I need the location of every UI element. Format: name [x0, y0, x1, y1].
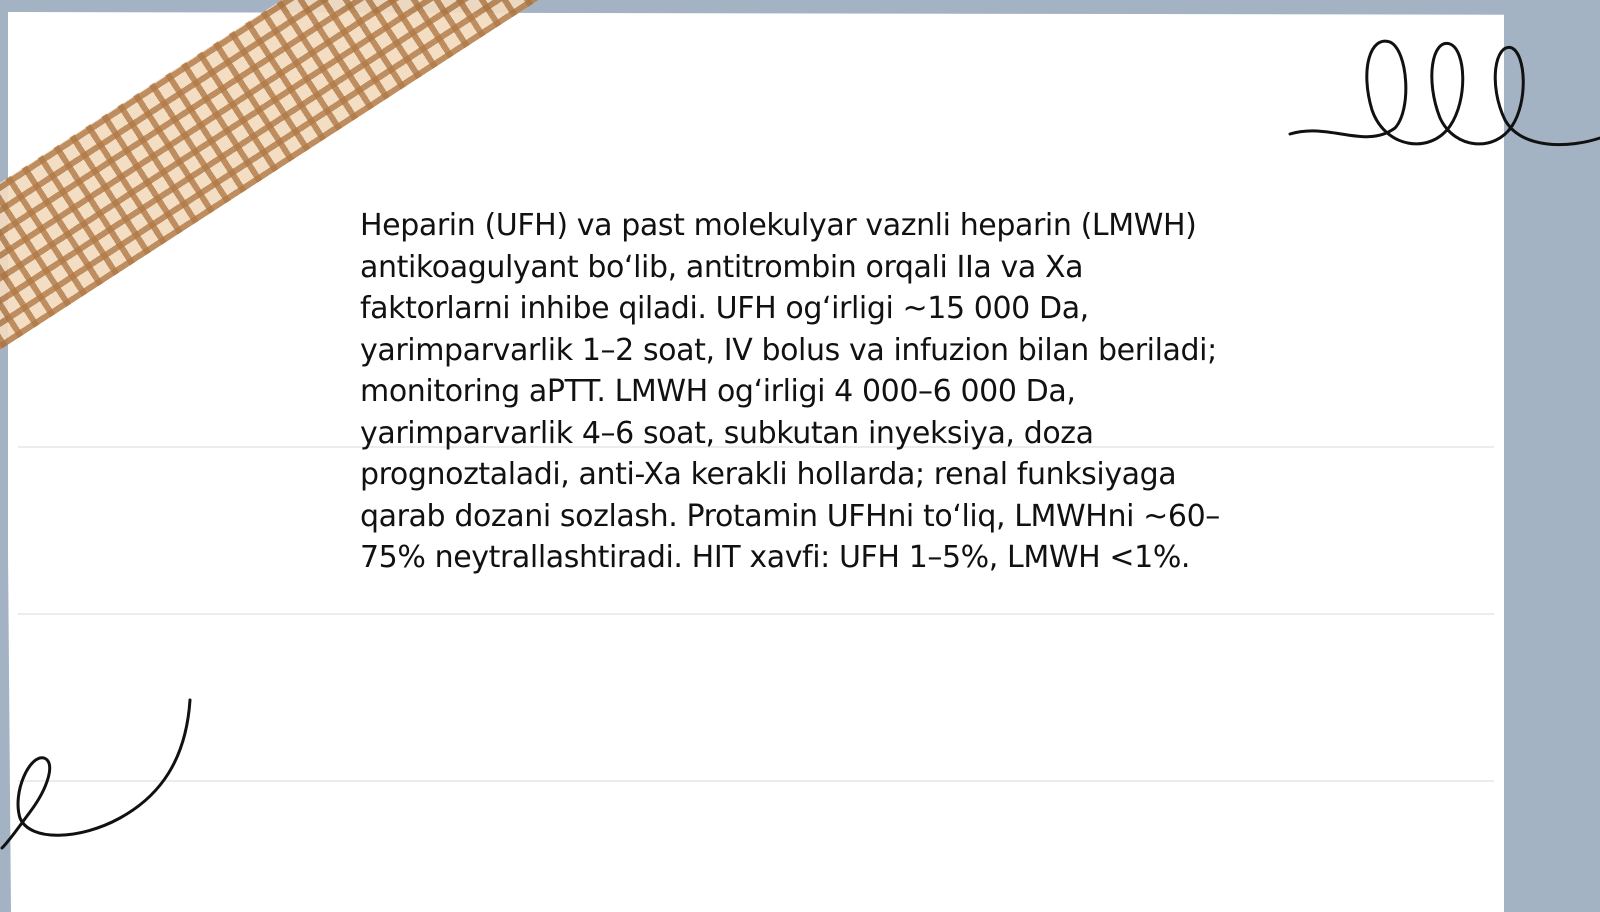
slide-body-text: Heparin (UFH) va past molekulyar vaznli heparin (LMWH) antikoagulyant bo‘lib, antitrombin orqali IIa va Xa faktorlarni inhibe qiladi. UFH og‘irligi ~15 000 Da, yarimparvarlik 1–2 soat, IV bolus va infuzion bilan beriladi; monitoring aPTT. LMWH og‘irligi 4 000–6 000 Da, yarimparvarlik 4–6 soat, subkutan inyeksiya, doza prognoztaladi, anti-Xa kerakli hollarda; renal funksiyaga qarab dozani sozlash. Protamin UFHni to‘liq, LMWHni ~60–75% neytrallashtiradi. HIT xavfi: UFH 1–5%, LMWH <1%.	[360, 208, 1220, 575]
swirl-scribble-icon	[0, 700, 200, 850]
loop-scribble-icon	[1290, 30, 1600, 160]
ruled-line	[18, 780, 1494, 782]
ruled-line	[18, 613, 1494, 615]
